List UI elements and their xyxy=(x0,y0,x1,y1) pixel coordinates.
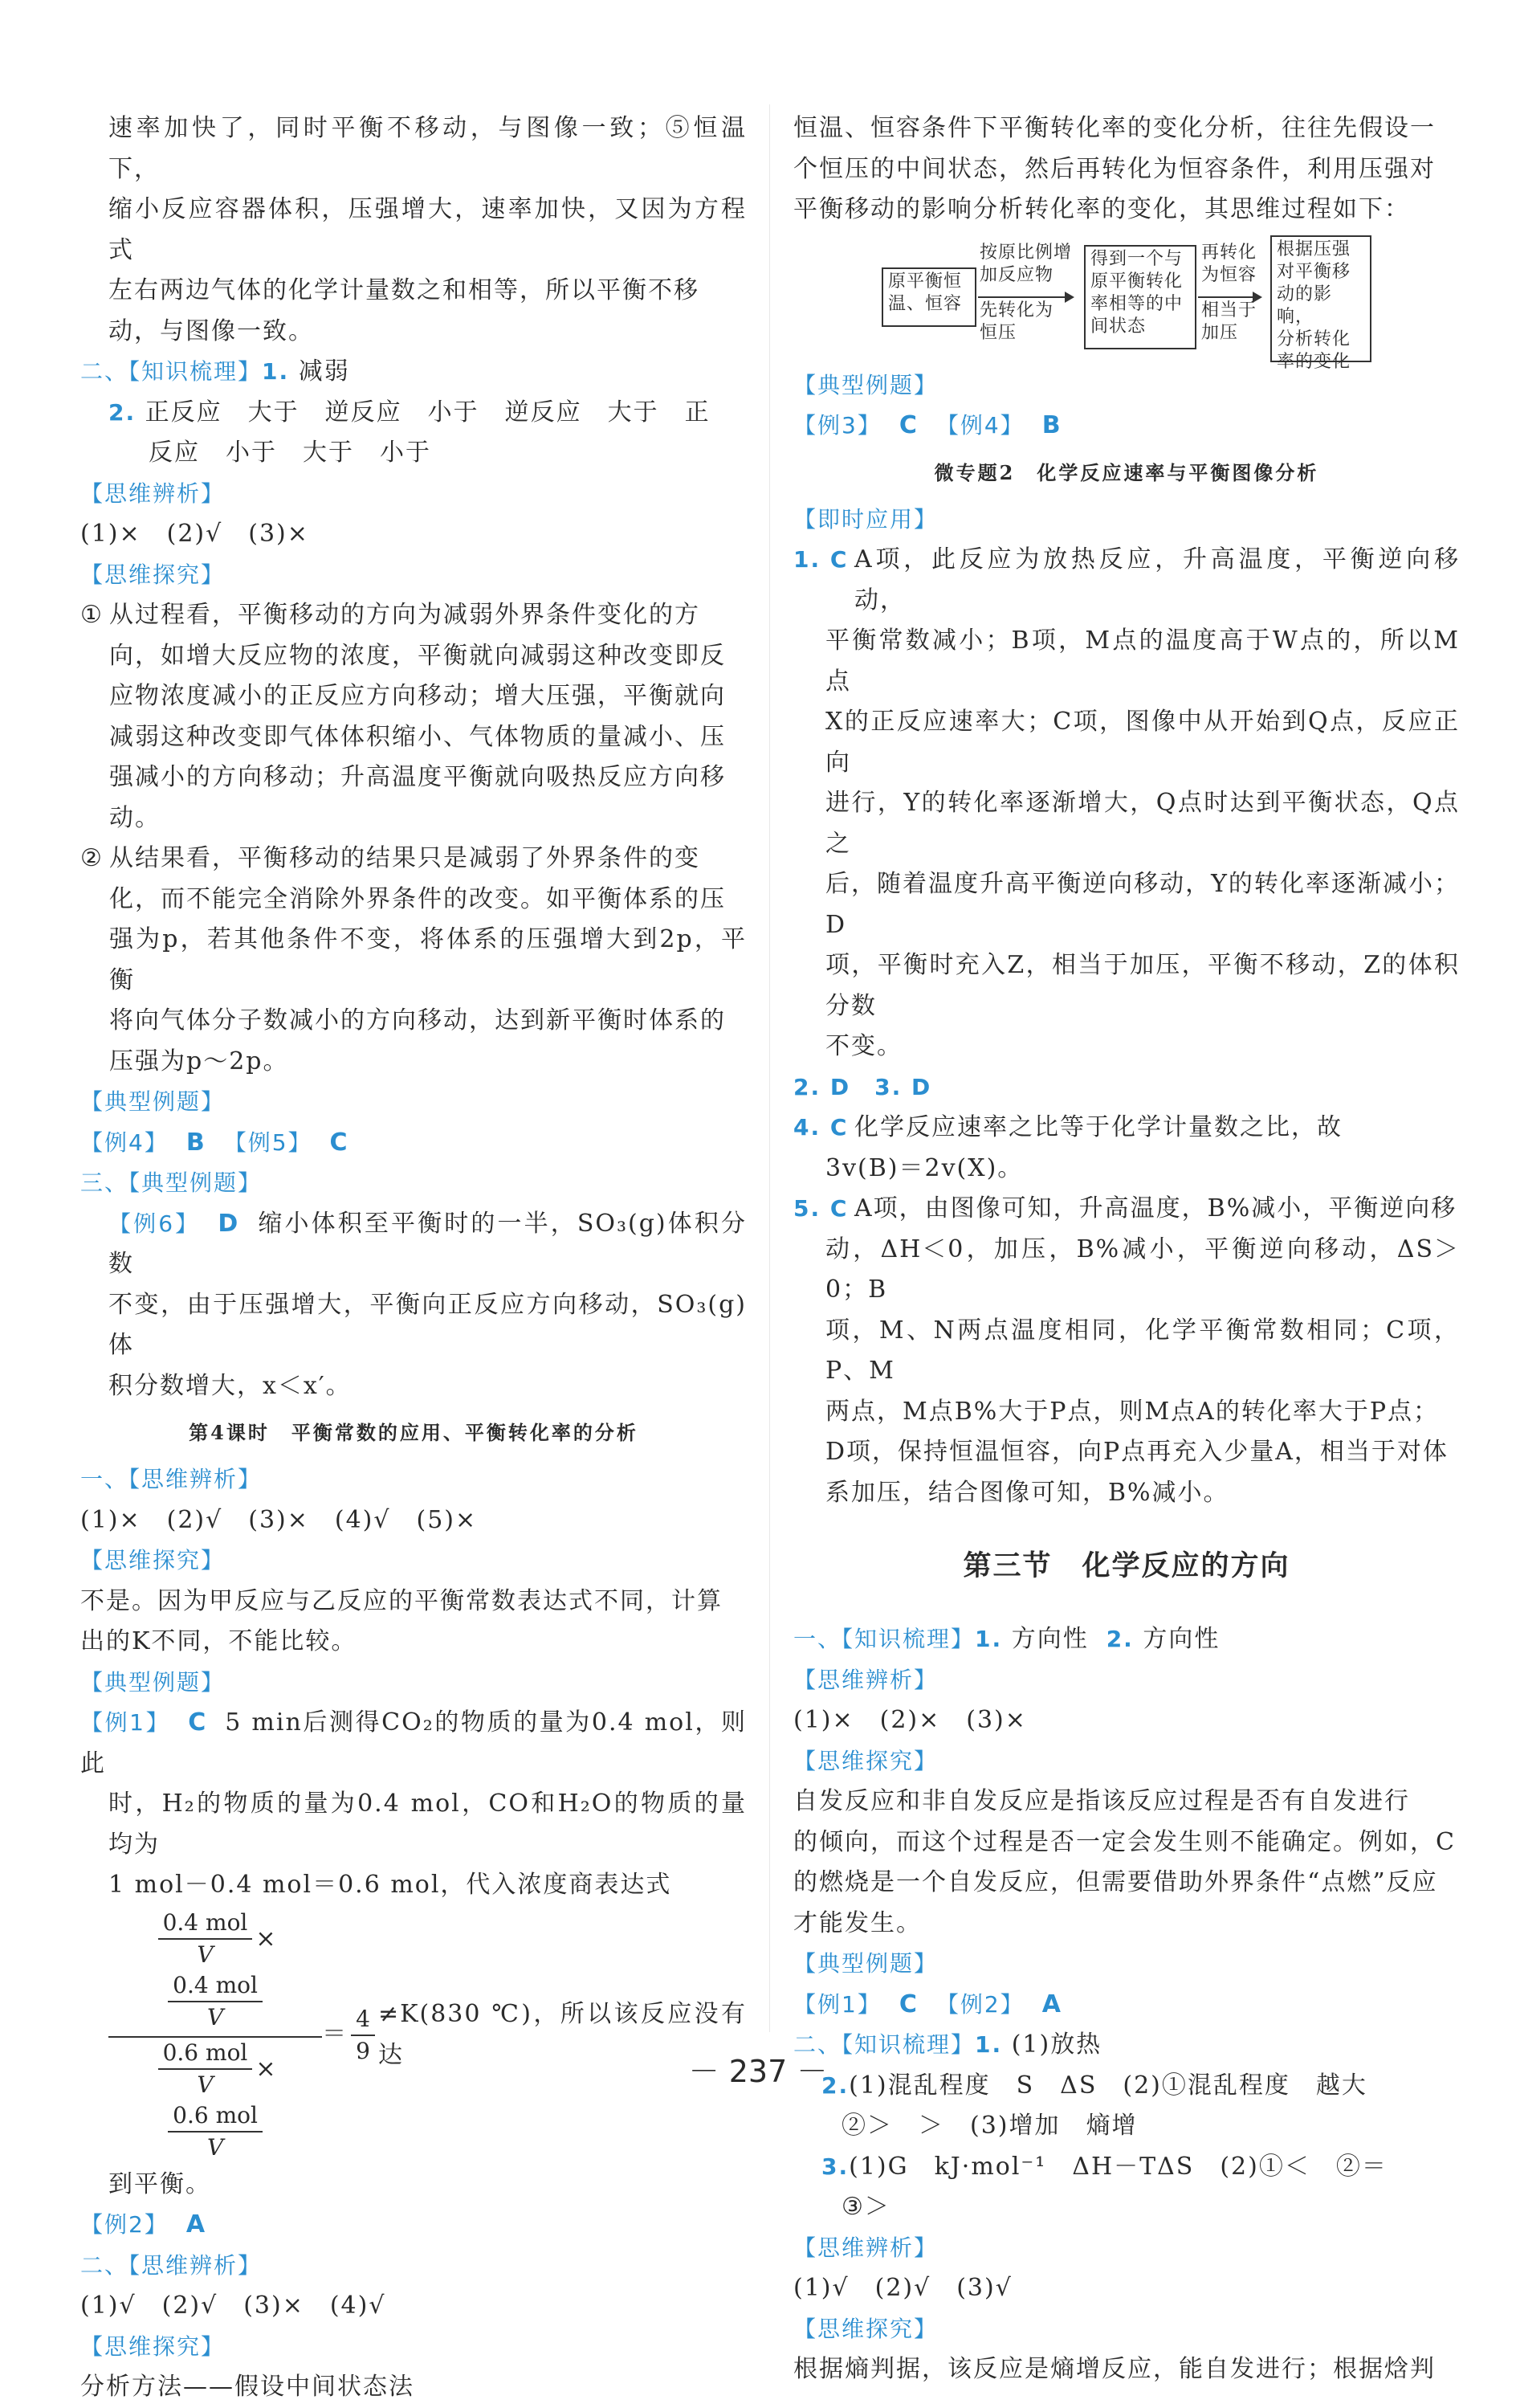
diagram-text: 恒压 xyxy=(980,322,1017,343)
text-line: 压强为p～2p。 xyxy=(109,1047,289,1075)
example-label: 【例5】 xyxy=(223,1128,312,1156)
text-line: 5 min后测得CO₂的物质的量为0.4 mol，则此 xyxy=(80,1708,747,1777)
section-heading: 【思维辨析】 xyxy=(793,2234,939,2261)
answer-text: (1)G kJ·mol⁻¹ ΔH－TΔS (2)①＜ ②＝ xyxy=(849,2152,1388,2181)
section-heading: 【即时应用】 xyxy=(793,505,939,533)
text-line: 不是。因为甲反应与乙反应的平衡常数表达式不同，计算 xyxy=(80,1586,723,1615)
fraction-denominator: V xyxy=(197,1941,214,1968)
item-mark: ① xyxy=(80,601,104,629)
example-label: 【例4】 xyxy=(80,1128,169,1156)
text-line: 不变。 xyxy=(825,1032,903,1060)
text-line: 恒温、恒容条件下平衡转化率的变化分析，往往先假设一 xyxy=(793,114,1436,142)
answer-text: 反应 小于 大于 小于 xyxy=(149,439,431,467)
answer-text: (1)√ (2)√ (3)√ xyxy=(793,2274,1013,2302)
item-number: 2. xyxy=(1106,1626,1134,1652)
diagram-text: 原平衡恒 xyxy=(888,271,963,292)
diagram-text: 率相等的中 xyxy=(1090,293,1184,314)
answer-text: (1)× (2)√ (3)× xyxy=(80,520,309,548)
section-heading: 【思维探究】 xyxy=(80,561,226,588)
section-heading: 【思维辨析】 xyxy=(128,1466,263,1492)
text-line: 缩小反应容器体积，压强增大，速率加快，又因为方程式 xyxy=(108,195,747,264)
text-line: 进行，Y的转化率逐渐增大，Q点时达到平衡状态，Q点之 xyxy=(825,789,1460,858)
question-number: 1. C xyxy=(793,546,849,573)
text-line: A项，此反应为放热反应，升高温度，平衡逆向移动， xyxy=(854,545,1460,614)
text-line: 到平衡。 xyxy=(108,2169,211,2198)
text-line: 从结果看，平衡移动的结果只是减弱了外界条件的变 xyxy=(109,844,700,872)
fraction-denominator: 9 xyxy=(356,2037,370,2064)
section-heading: 【知识梳理】 xyxy=(842,2031,976,2058)
answer-text: (1)× (2)√ (3)× (4)√ (5)× xyxy=(80,1505,478,1534)
fraction-numerator: 0.4 mol xyxy=(158,1908,253,1940)
item-number: 2. xyxy=(821,2071,850,2099)
text-line: 动，与图像一致。 xyxy=(108,316,314,345)
diagram-text: 分析转化 xyxy=(1277,329,1351,349)
text-line: 缩小体积至平衡时的一半，SO₃(g)体积分数 xyxy=(108,1209,747,1278)
diagram-text: 动的影响， xyxy=(1277,284,1333,327)
answer-text: (1)√ (2)√ (3)× (4)√ xyxy=(80,2292,386,2320)
item-number: 1. xyxy=(975,2031,1003,2058)
section-heading: 【思维辨析】 xyxy=(128,2251,263,2279)
text-line: 化学反应速率之比等于化学计量数之比，故 xyxy=(854,1113,1343,1141)
diagram-text: 按原比例增 xyxy=(980,242,1073,263)
question-number: 5. C xyxy=(793,1195,849,1222)
section-heading: 【思维探究】 xyxy=(793,1747,939,1774)
text-line: 左右两边气体的化学计量数之和相等，所以平衡不移 xyxy=(108,276,699,304)
example-2 xyxy=(80,2205,747,2246)
knowledge-section xyxy=(793,1619,1460,1660)
fraction-denominator: V xyxy=(197,2071,214,2098)
text-line: 向，如增大反应物的浓度，平衡就向减弱这种改变即反 xyxy=(109,641,726,670)
diagram-text: 得到一个与 xyxy=(1090,248,1184,269)
section-heading-row xyxy=(80,1459,747,1500)
fraction-denominator: V xyxy=(206,2133,224,2161)
section-prefix: 二、 xyxy=(793,2031,842,2058)
times-sign: × xyxy=(255,2055,276,2083)
diagram-text: 先转化为 xyxy=(980,300,1054,320)
example-label: 【例6】 xyxy=(108,1210,201,1237)
example-answers xyxy=(793,406,1460,447)
thinking-process-diagram xyxy=(793,235,1460,372)
section-prefix: 一、 xyxy=(793,1626,842,1652)
section-heading: 【思维探究】 xyxy=(793,2315,939,2342)
text-line: 根据熵判据，该反应是熵增反应，能自发进行；根据焓判 xyxy=(793,2355,1436,2383)
diagram-text: 加压 xyxy=(1201,322,1239,343)
section-prefix: 二、 xyxy=(80,2251,129,2279)
questions-2-3: 2. D 3. D xyxy=(793,1073,932,1100)
text-line: 的倾向，而这个过程是否一定会发生则不能确定。例如，C xyxy=(793,1827,1456,1856)
text-line: 的燃烧是一个自发反应，但需要借助外界条件“点燃”反应 xyxy=(793,1868,1438,1896)
diagram-box-intermediate xyxy=(1084,245,1196,349)
diagram-box-original xyxy=(882,267,976,327)
text-line: 项，M、N两点温度相同，化学平衡常数相同；C项，P、M xyxy=(825,1316,1460,1385)
section-heading: 【典型例题】 xyxy=(80,1668,226,1696)
example-answer: B xyxy=(1041,411,1062,439)
text-line: 从过程看，平衡移动的方向为减弱外界条件变化的方 xyxy=(109,601,700,629)
answer-text: ③＞ xyxy=(842,2193,890,2221)
example-answer: C xyxy=(899,411,919,439)
diagram-text: 再转化 xyxy=(1201,242,1257,263)
text-line: 强减小的方向移动；升高温度平衡就向吸热反应方向移 xyxy=(109,763,726,791)
fraction-numerator: 0.4 mol xyxy=(168,1970,263,2002)
diagram-text: 原平衡转化 xyxy=(1090,271,1184,292)
formula-block xyxy=(80,1908,747,2163)
text-line: X的正反应速率大；C项，图像中从开始到Q点，反应正向 xyxy=(825,708,1460,777)
diagram-text: 根据压强 xyxy=(1277,239,1351,259)
text-line: 平衡移动的影响分析转化率的变化，其思维过程如下： xyxy=(793,195,1410,223)
example-answer: C xyxy=(329,1128,349,1157)
knowledge-item xyxy=(793,2147,1460,2188)
example-answer: A xyxy=(185,2210,207,2239)
section-heading: 【典型例题】 xyxy=(128,1169,263,1196)
text-line: 自发反应和非自发反应是指该反应过程是否有自发进行 xyxy=(793,1787,1410,1815)
text-line: 3v(B)＝2v(X)。 xyxy=(825,1153,1024,1182)
section-heading: 【典型例题】 xyxy=(793,371,939,398)
diagram-text: 加反应物 xyxy=(980,264,1054,285)
item-number: 3. xyxy=(821,2153,850,2180)
example-answer: C xyxy=(188,1708,208,1737)
section-title: 第三节 化学反应的方向 xyxy=(963,1550,1290,1582)
section-heading-row xyxy=(80,2246,747,2287)
explore-item-1 xyxy=(80,595,747,839)
diagram-text: 相当于 xyxy=(1201,300,1257,320)
section-prefix: 一、 xyxy=(80,1466,129,1492)
times-sign: × xyxy=(255,1924,276,1953)
fraction-denominator: V xyxy=(206,2003,224,2030)
arrow-right-icon xyxy=(978,296,1073,298)
text-line: 两点，M点B%大于P点，则M点A的转化率大于P点； xyxy=(825,1397,1440,1426)
example-label: 【例3】 xyxy=(793,412,882,439)
text-line: D项，保持恒温恒容，向P点再充入少量A，相当于对体 xyxy=(825,1438,1449,1466)
text-line: 速率加快了，同时平衡不移动，与图像一致；⑤恒温下， xyxy=(108,114,747,183)
fraction-numerator: 0.6 mol xyxy=(168,2100,263,2133)
text-line: A项，由图像可知，升高温度，B%减小，平衡逆向移 xyxy=(854,1194,1457,1222)
text-line: 时，H₂的物质的量为0.4 mol，CO和H₂O的物质的量均为 xyxy=(108,1790,747,1859)
text-line: 后，随着温度升高平衡逆向移动，Y的转化率逐渐减小；D xyxy=(825,870,1460,939)
example-answer: B xyxy=(185,1128,206,1157)
section-heading: 【知识梳理】 xyxy=(842,1626,976,1652)
concentration-quotient xyxy=(108,1908,322,2163)
example-answers xyxy=(80,1123,747,1164)
example-6 xyxy=(80,1204,747,1285)
section-prefix: 三、 xyxy=(80,1169,129,1196)
text-line: 分析方法——假设中间状态法 xyxy=(80,2373,414,2401)
diagram-text: 为恒容 xyxy=(1201,264,1257,285)
arrow-label-bottom xyxy=(1201,300,1257,345)
arrow-label-top xyxy=(980,242,1072,287)
section-prefix: 二、 xyxy=(80,358,129,385)
section-heading: 【思维探究】 xyxy=(80,2332,226,2360)
example-1 xyxy=(80,1703,747,1784)
diagram-box-analysis xyxy=(1270,235,1371,372)
text-line: 出的K不同，不能比较。 xyxy=(80,1627,357,1655)
section-heading: 【思维辨析】 xyxy=(793,1666,939,1693)
arrow-right-icon xyxy=(1198,296,1261,298)
answer-text: 正反应 大于 逆反应 小于 逆反应 大于 正 xyxy=(145,398,711,427)
section-heading: 【思维辨析】 xyxy=(80,480,226,507)
text-line: 减弱这种改变即气体体积缩小、气体物质的量减小、压 xyxy=(109,722,726,751)
text-line: 不变，由于压强增大，平衡向正反应方向移动，SO₃(g)体 xyxy=(108,1290,747,1359)
text-line: 项，平衡时充入Z，相当于加压，平衡不移动，Z的体积分数 xyxy=(825,951,1460,1020)
answer-text: (1)× (2)× (3)× xyxy=(793,1706,1027,1734)
micro-topic-title: 微专题2 化学反应速率与平衡图像分析 xyxy=(934,460,1319,484)
text-line: 强为p，若其他条件不变，将体系的压强增大到2p，平衡 xyxy=(109,925,747,994)
text-line: 动，ΔH＜0，加压，B%减小，平衡逆向移动，ΔS＞0；B xyxy=(825,1235,1460,1304)
lesson-title: 第4课时 平衡常数的应用、平衡转化率的分析 xyxy=(189,1421,638,1444)
text-line: 平衡常数减小；B项，M点的温度高于W点的，所以M点 xyxy=(825,626,1460,696)
example-label: 【例1】 xyxy=(793,1990,882,2018)
text-line: 将向气体分子数减小的方向移动，达到新平衡时体系的 xyxy=(109,1006,726,1035)
fraction-numerator: 4 xyxy=(351,2004,375,2036)
diagram-text: 率的变化 xyxy=(1277,351,1351,372)
section-heading: 【知识梳理】 xyxy=(128,358,263,385)
answer-text: ②＞ ＞ (3)增加 熵增 xyxy=(842,2112,1138,2140)
text-line: 化，而不能完全消除外界条件的改变。如平衡体系的压 xyxy=(109,884,726,913)
answer-text: (1)混乱程度 S ΔS (2)①混乱程度 越大 xyxy=(849,2071,1367,2100)
equals-sign: ＝ xyxy=(322,2020,348,2049)
example-answer: D xyxy=(218,1209,240,1238)
column-divider xyxy=(769,104,770,2032)
example-label: 【例2】 xyxy=(80,2211,169,2238)
example-answer: C xyxy=(899,1990,919,2018)
text-line: 才能发生。 xyxy=(793,1908,922,1937)
fraction-numerator: 0.6 mol xyxy=(158,2038,253,2070)
item-number: 1. xyxy=(262,358,290,385)
text-line: 应物浓度减小的正反应方向移动；增大压强，平衡就向 xyxy=(109,682,726,710)
diagram-text: 对平衡移 xyxy=(1277,261,1351,282)
arrow-label-top xyxy=(1201,242,1257,287)
diagram-text: 温、恒容 xyxy=(888,293,963,314)
example-label: 【例2】 xyxy=(935,1990,1025,2018)
example-answer: A xyxy=(1041,1990,1062,2018)
section-heading: 【典型例题】 xyxy=(793,1950,939,1977)
item-mark: ② xyxy=(80,844,104,872)
answer-text: 方向性 xyxy=(1002,1625,1089,1653)
text-line: 个恒压的中间状态，然后再转化为恒容条件，利用压强对 xyxy=(793,154,1436,183)
text-line: 1 mol－0.4 mol＝0.6 mol，代入浓度商表达式 xyxy=(108,1871,672,1899)
explore-item-2 xyxy=(80,839,747,1082)
example-label: 【例1】 xyxy=(80,1709,171,1736)
section-heading-row xyxy=(80,1163,747,1204)
text-line: 动。 xyxy=(109,803,161,832)
example-label: 【例4】 xyxy=(935,412,1025,439)
question-4 xyxy=(793,1108,1460,1189)
section-heading: 【思维探究】 xyxy=(80,1547,226,1573)
page-number: － 237 － xyxy=(688,2054,828,2089)
text-line: 积分数增大，x＜x′。 xyxy=(108,1371,352,1400)
answer-text: 方向性 xyxy=(1133,1625,1221,1653)
question-number: 4. C xyxy=(793,1114,849,1141)
knowledge-section xyxy=(80,352,747,393)
text-line: ≠K(830 ℃)，所以该反应没有达 xyxy=(377,2000,747,2069)
example-answers xyxy=(793,1985,1460,2026)
knowledge-item xyxy=(80,393,747,434)
answer-text: 减弱 xyxy=(289,357,350,386)
item-number: 2. xyxy=(108,398,137,426)
question-5 xyxy=(793,1189,1460,1513)
item-number: 1. xyxy=(975,1626,1003,1652)
answer-text: (1)放热 xyxy=(1002,2030,1102,2059)
text-line: 系加压，结合图像可知，B%减小。 xyxy=(825,1478,1229,1507)
section-heading: 【典型例题】 xyxy=(80,1088,226,1115)
question-1 xyxy=(793,540,1460,1067)
arrow-label-bottom xyxy=(980,300,1053,345)
diagram-text: 间状态 xyxy=(1090,316,1147,337)
